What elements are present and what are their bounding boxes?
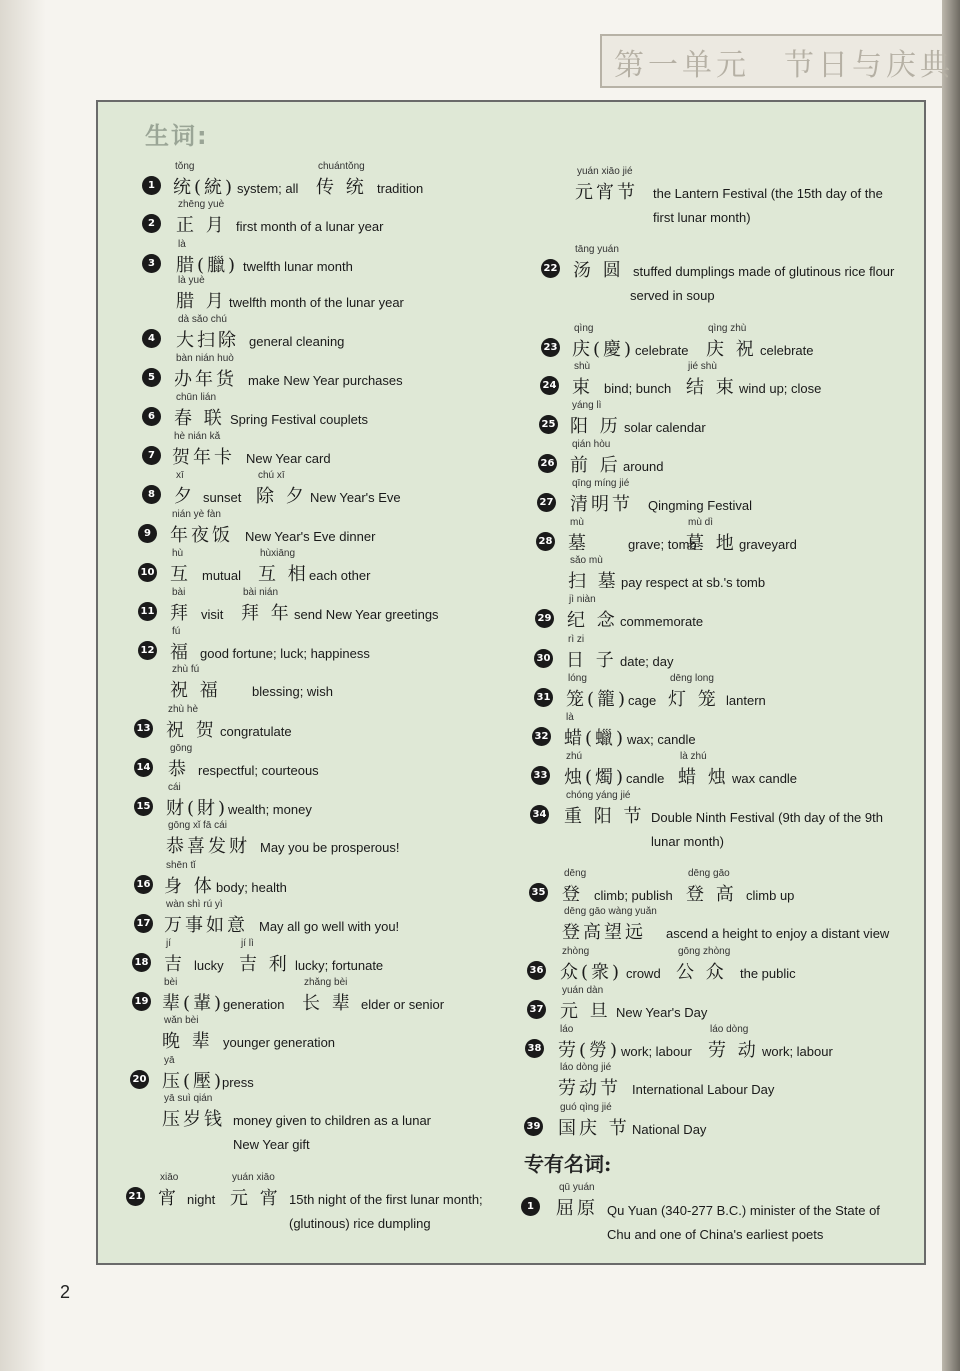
pinyin: dà sǎo chú xyxy=(178,314,227,325)
english-gloss: body; health xyxy=(216,880,287,895)
english-gloss: wax candle xyxy=(732,771,798,786)
hanzi: 庆 祝 xyxy=(706,339,757,360)
entry-number-badge: 36 xyxy=(527,961,546,980)
pinyin: fú xyxy=(172,626,181,637)
pinyin: yáng lì xyxy=(572,400,602,411)
hanzi: 拜 xyxy=(170,603,191,624)
entry-number-badge: 29 xyxy=(535,609,554,628)
pinyin: zhù fú xyxy=(172,664,200,675)
english-gloss: the Lantern Festival (the 15th day of the xyxy=(653,186,883,201)
english-gloss: press xyxy=(222,1075,254,1090)
pinyin: xī xyxy=(176,470,184,481)
entry-number-badge: 9 xyxy=(138,524,157,543)
english-gloss: respectful; courteous xyxy=(198,763,319,778)
hanzi: 日 子 xyxy=(566,650,617,671)
page-edge xyxy=(0,0,46,1371)
pinyin: jí lì xyxy=(241,938,254,949)
english-gloss: commemorate xyxy=(620,614,704,629)
hanzi: 财(財) xyxy=(166,798,229,819)
pinyin: là zhú xyxy=(680,751,707,762)
hanzi: 福 xyxy=(170,642,191,663)
pinyin: bàn nián huò xyxy=(176,353,234,364)
entry-number-badge: 26 xyxy=(538,454,557,473)
pinyin: yā xyxy=(164,1055,175,1066)
hanzi: 传 统 xyxy=(316,177,367,198)
hanzi: 夕 xyxy=(174,486,195,507)
hanzi: 劳(勞) xyxy=(558,1040,621,1061)
english-gloss: celebrate xyxy=(635,343,689,358)
entry-number-badge: 30 xyxy=(534,649,553,668)
pinyin: qián hòu xyxy=(572,439,611,450)
entry-number-badge: 25 xyxy=(539,415,558,434)
pinyin: gōng xǐ fā cái xyxy=(168,820,227,831)
pinyin: zhú xyxy=(566,751,583,762)
entry-number-badge: 34 xyxy=(530,805,549,824)
hanzi: 祝 贺 xyxy=(166,720,217,741)
pinyin: hè nián kǎ xyxy=(174,431,221,442)
entry-number-badge: 21 xyxy=(126,1187,145,1206)
hanzi: 扫 墓 xyxy=(568,571,619,592)
pinyin: zhòng xyxy=(562,946,590,957)
pinyin: bài xyxy=(172,587,186,598)
pinyin: shēn tǐ xyxy=(166,860,196,871)
hanzi: 压(壓) xyxy=(162,1071,225,1092)
english-gloss: twelfth month of the lunar year xyxy=(229,295,404,310)
english-gloss: lantern xyxy=(726,693,766,708)
pinyin: zhù hè xyxy=(168,704,199,715)
hanzi: 年夜饭 xyxy=(170,525,233,546)
english-gloss: ascend a height to enjoy a distant view xyxy=(666,926,890,941)
entry-number-badge: 33 xyxy=(531,766,550,785)
english-gloss: celebrate xyxy=(760,343,814,358)
entry-number-badge: 35 xyxy=(529,883,548,902)
english-gloss: Spring Festival couplets xyxy=(230,412,369,427)
pinyin: wàn shì rú yì xyxy=(166,899,223,910)
entry-number-badge: 31 xyxy=(534,688,553,707)
pinyin: nián yè fàn xyxy=(172,509,221,520)
pinyin: chūn lián xyxy=(176,392,217,403)
english-gloss: night xyxy=(187,1192,216,1207)
english-gloss: lucky; fortunate xyxy=(295,958,384,973)
pinyin: jì niàn xyxy=(569,594,596,605)
english-gloss: wax; candle xyxy=(627,732,696,747)
pinyin: qìng xyxy=(574,323,594,334)
english-gloss: each other xyxy=(309,568,371,583)
english-gloss: New Year's Eve xyxy=(310,490,401,505)
pinyin: zhēng yuè xyxy=(178,199,225,210)
pinyin: yuán xiāo xyxy=(232,1172,275,1183)
pinyin: yā suì qián xyxy=(164,1093,213,1104)
entry-number-badge: 4 xyxy=(142,329,161,348)
pinyin: qīng míng jié xyxy=(572,478,630,489)
english-gloss: wealth; money xyxy=(228,802,312,817)
english-gloss: general cleaning xyxy=(249,334,345,349)
entry-number-badge: 2 xyxy=(142,214,161,233)
pinyin: sǎo mù xyxy=(570,555,603,566)
english-gloss: solar calendar xyxy=(624,420,706,435)
hanzi: 笼(籠) xyxy=(566,689,629,710)
english-gloss: around xyxy=(623,459,664,474)
pinyin: shù xyxy=(574,361,591,372)
english-gloss: system; all xyxy=(237,181,299,196)
english-gloss: send New Year greetings xyxy=(294,607,439,622)
entry-number-badge: 8 xyxy=(142,485,161,504)
pinyin: qìng zhù xyxy=(708,323,747,334)
english-gloss: wind up; close xyxy=(739,381,822,396)
pinyin: chú xī xyxy=(258,470,285,481)
english-gloss: New Year's Day xyxy=(616,1005,708,1020)
english-gloss: visit xyxy=(201,607,224,622)
entry-number-badge: 18 xyxy=(132,953,151,972)
pinyin: chóng yáng jié xyxy=(566,790,631,801)
hanzi: 统(統) xyxy=(173,177,236,198)
hanzi: 宵 xyxy=(158,1188,179,1209)
hanzi: 蜡 烛 xyxy=(678,767,729,788)
hanzi: 拜 年 xyxy=(241,603,292,624)
hanzi: 束 xyxy=(572,377,593,398)
pinyin: gōng xyxy=(170,743,193,754)
page-number: 2 xyxy=(60,1282,71,1302)
entry-number-badge: 6 xyxy=(142,407,161,426)
english-gloss: congratulate xyxy=(220,724,292,739)
english-gloss: sunset xyxy=(203,490,242,505)
english-gloss: make New Year purchases xyxy=(248,373,403,388)
english-gloss: graveyard xyxy=(739,537,797,552)
entry-number-badge: 19 xyxy=(132,992,151,1011)
pinyin: là xyxy=(566,712,574,723)
pinyin: bài nián xyxy=(243,587,279,598)
english-gloss: elder or senior xyxy=(361,997,445,1012)
english-gloss: candle xyxy=(626,771,665,786)
hanzi: 结 束 xyxy=(686,377,737,398)
english-gloss: International Labour Day xyxy=(632,1082,775,1097)
english-gloss: good fortune; luck; happiness xyxy=(200,646,370,661)
english-gloss: first month of a lunar year xyxy=(236,219,384,234)
english-gloss: bind; bunch xyxy=(604,381,672,396)
hanzi: 庆(慶) xyxy=(572,339,635,360)
entry-number-badge: 16 xyxy=(134,875,153,894)
hanzi: 国庆 节 xyxy=(558,1118,630,1139)
pinyin: dēng gāo xyxy=(688,868,730,879)
pinyin: tāng yuán xyxy=(575,244,619,255)
hanzi: 正 月 xyxy=(176,215,227,236)
entry-number-badge: 11 xyxy=(138,602,157,621)
english-gloss: blessing; wish xyxy=(252,684,333,699)
hanzi: 吉 xyxy=(164,954,185,975)
english-gloss: work; labour xyxy=(621,1044,692,1059)
pinyin: hùxiāng xyxy=(260,548,296,559)
english-gloss: Double Ninth Festival (9th day of the 9th xyxy=(651,810,883,825)
english-gloss: crowd xyxy=(626,966,661,981)
pinyin: guó qìng jié xyxy=(560,1102,612,1113)
unit-header-title: 第一单元 节日与庆典 xyxy=(614,48,954,83)
english-gloss-continued: served in soup xyxy=(630,288,715,303)
pinyin: dēng long xyxy=(670,673,714,684)
hanzi: 吉 利 xyxy=(239,954,290,975)
entry-number-badge: 23 xyxy=(541,338,560,357)
english-gloss: money given to children as a lunar xyxy=(233,1113,432,1128)
entry-number-badge: 20 xyxy=(130,1070,149,1089)
hanzi: 腊 月 xyxy=(176,291,227,312)
hanzi: 众(衆) xyxy=(560,962,623,983)
pinyin: mù xyxy=(570,517,584,528)
hanzi: 纪 念 xyxy=(567,610,618,631)
hanzi: 烛(燭) xyxy=(564,767,627,788)
proper-nouns-title: 专有名词: xyxy=(524,1152,612,1176)
hanzi: 长 辈 xyxy=(302,993,353,1014)
pinyin: xiāo xyxy=(160,1172,179,1183)
entry-number-badge: 3 xyxy=(142,254,161,273)
hanzi: 屈原 xyxy=(556,1198,598,1219)
english-gloss: New Year card xyxy=(246,451,331,466)
pinyin: bèi xyxy=(164,977,178,988)
hanzi: 春 联 xyxy=(174,408,225,429)
hanzi: 大扫除 xyxy=(176,330,239,351)
entry-number-badge: 10 xyxy=(138,563,157,582)
pinyin: láo dòng jié xyxy=(560,1062,612,1073)
english-gloss-continued: New Year gift xyxy=(233,1137,310,1152)
hanzi: 墓 地 xyxy=(686,533,737,554)
english-gloss: pay respect at sb.'s tomb xyxy=(621,575,766,590)
pinyin: chuántǒng xyxy=(318,161,365,172)
hanzi: 除 夕 xyxy=(256,486,307,507)
hanzi: 公 众 xyxy=(676,962,727,983)
hanzi: 恭 xyxy=(168,759,189,780)
hanzi: 重 阳 节 xyxy=(564,806,645,827)
entry-number-badge: 17 xyxy=(134,914,153,933)
hanzi: 恭喜发财 xyxy=(166,836,250,857)
entry-number-badge: 14 xyxy=(134,758,153,777)
english-gloss: climb; publish xyxy=(594,888,673,903)
english-gloss: lucky xyxy=(194,958,224,973)
hanzi: 登高望远 xyxy=(562,922,646,943)
english-gloss: the public xyxy=(740,966,796,981)
hanzi: 灯 笼 xyxy=(668,689,719,710)
english-gloss: younger generation xyxy=(223,1035,336,1050)
english-gloss: Qu Yuan (340-277 B.C.) minister of the State of xyxy=(607,1203,880,1218)
english-gloss: generation xyxy=(223,997,285,1012)
hanzi: 压岁钱 xyxy=(162,1109,225,1130)
entry-number-badge: 37 xyxy=(527,1000,546,1019)
pinyin: yuán dàn xyxy=(562,985,604,996)
hanzi: 互 xyxy=(170,564,191,585)
hanzi: 办年货 xyxy=(174,369,237,390)
english-gloss: cage xyxy=(628,693,657,708)
hanzi: 登 xyxy=(562,884,583,905)
hanzi: 蜡(蠟) xyxy=(564,728,627,749)
entry-number-badge: 22 xyxy=(541,259,560,278)
english-gloss-continued: (glutinous) rice dumpling xyxy=(289,1216,431,1231)
hanzi: 腊(臘) xyxy=(176,255,239,276)
pinyin: láo xyxy=(560,1024,574,1035)
pinyin: zhǎng bèi xyxy=(304,977,348,988)
entry-number-badge: 5 xyxy=(142,368,161,387)
hanzi: 贺年卡 xyxy=(172,447,235,468)
pinyin: láo dòng xyxy=(710,1024,749,1035)
pinyin: jié shù xyxy=(688,361,717,372)
english-gloss: Qingming Festival xyxy=(648,498,753,513)
english-gloss: work; labour xyxy=(762,1044,833,1059)
pinyin: mù dì xyxy=(688,517,714,528)
entry-number-badge: 1 xyxy=(142,176,161,195)
entry-number-badge: 12 xyxy=(138,641,157,660)
hanzi: 元宵节 xyxy=(575,182,638,203)
english-gloss: National Day xyxy=(632,1122,707,1137)
proper-noun-number-badge: 1 xyxy=(521,1197,540,1216)
entry-number-badge: 27 xyxy=(537,493,556,512)
english-gloss: climb up xyxy=(746,888,795,903)
english-gloss: stuffed dumplings made of glutinous rice flour xyxy=(633,264,895,279)
pinyin: tǒng xyxy=(175,161,195,172)
entry-number-badge: 39 xyxy=(524,1117,543,1136)
book-spine-shadow xyxy=(942,0,960,1371)
pinyin: lóng xyxy=(568,673,587,684)
hanzi: 前 后 xyxy=(570,455,621,476)
english-gloss: New Year's Eve dinner xyxy=(245,529,376,544)
pinyin: dēng xyxy=(564,868,587,879)
english-gloss: May all go well with you! xyxy=(259,919,400,934)
hanzi: 劳 动 xyxy=(708,1040,759,1061)
english-gloss-continued: lunar month) xyxy=(651,834,724,849)
english-gloss: date; day xyxy=(620,654,674,669)
entry-number-badge: 15 xyxy=(134,797,153,816)
pinyin: yuán xiāo jié xyxy=(577,166,633,177)
pinyin: qū yuán xyxy=(559,1182,595,1193)
vocabulary-section-title: 生词: xyxy=(145,122,209,150)
english-gloss-continued: Chu and one of China's earliest poets xyxy=(607,1227,824,1242)
entry-number-badge: 7 xyxy=(142,446,161,465)
english-gloss: tradition xyxy=(377,181,424,196)
pinyin: rì zi xyxy=(568,634,585,645)
hanzi: 身 体 xyxy=(164,876,215,897)
pinyin: jí xyxy=(166,938,171,949)
hanzi: 阳 历 xyxy=(570,416,621,437)
pinyin: là xyxy=(178,239,186,250)
pinyin: là yuè xyxy=(178,275,205,286)
hanzi: 互 相 xyxy=(258,564,309,585)
pinyin: dēng gāo wàng yuǎn xyxy=(564,906,657,917)
hanzi: 元 旦 xyxy=(560,1001,611,1022)
pinyin: gōng zhòng xyxy=(678,946,731,957)
hanzi: 晚 辈 xyxy=(162,1031,213,1052)
entry-number-badge: 24 xyxy=(540,376,559,395)
entry-number-badge: 13 xyxy=(134,719,153,738)
pinyin: wǎn bèi xyxy=(164,1015,199,1026)
pinyin: hù xyxy=(172,548,184,559)
hanzi: 登 高 xyxy=(686,884,737,905)
english-gloss: grave; tomb xyxy=(628,537,697,552)
hanzi: 汤 圆 xyxy=(573,260,624,281)
entry-number-badge: 28 xyxy=(536,532,555,551)
hanzi: 墓 xyxy=(568,533,589,554)
hanzi: 祝 福 xyxy=(170,680,221,701)
hanzi: 万事如意 xyxy=(164,915,248,936)
hanzi: 劳动节 xyxy=(558,1078,621,1099)
hanzi: 清明节 xyxy=(570,494,633,515)
entry-number-badge: 38 xyxy=(525,1039,544,1058)
entry-number-badge: 32 xyxy=(532,727,551,746)
hanzi: 辈(輩) xyxy=(162,993,225,1014)
hanzi: 元 宵 xyxy=(230,1188,281,1209)
english-gloss-continued: first lunar month) xyxy=(653,210,751,225)
pinyin: cái xyxy=(168,782,181,793)
english-gloss: mutual xyxy=(202,568,242,583)
english-gloss: May you be prosperous! xyxy=(260,840,400,855)
english-gloss: twelfth lunar month xyxy=(243,259,353,274)
english-gloss: 15th night of the first lunar month; xyxy=(289,1192,483,1207)
